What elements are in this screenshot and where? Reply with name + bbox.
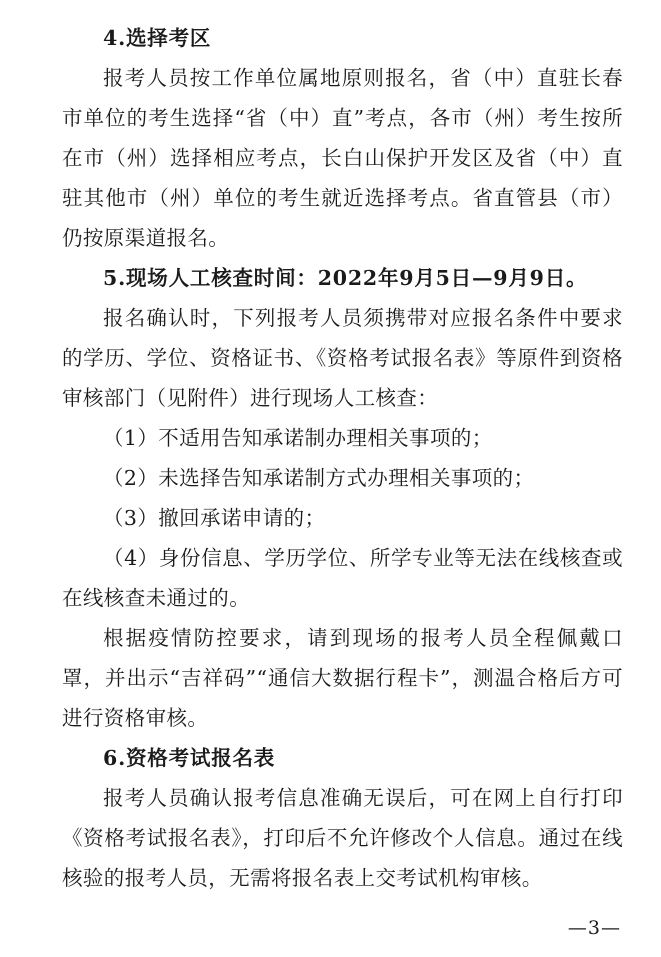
- section-heading-4: 4.选择考区: [103, 26, 212, 50]
- list-item-1: （1）不适用告知承诺制办理相关事项的；: [103, 426, 493, 450]
- paragraph-manual-check: 报名确认时，下列报考人员须携带对应报名条件中要求的学历、学位、资格证书、《资格考试报名表》等原件到资格审核部门（见附件）进行现场人工核查：: [62, 306, 623, 410]
- page-number: —3—: [567, 917, 621, 939]
- document-body: [62, 18, 623, 898]
- paragraph-epidemic-control: 根据疫情防控要求，请到现场的报考人员全程佩戴口罩，并出示“吉祥码”“通信大数据行程卡”，测温合格后方可进行资格审核。: [62, 626, 623, 730]
- list-item-4: （4）身份信息、学历学位、所学专业等无法在线核查或在线核查未通过的。: [62, 546, 623, 610]
- paragraph-registration-form: 报考人员确认报考信息准确无误后，可在网上自行打印《资格考试报名表》，打印后不允许修改个人信息。通过在线核验的报考人员，无需将报名表上交考试机构审核。: [62, 786, 623, 890]
- paragraph-exam-district: 报考人员按工作单位属地原则报名，省（中）直驻长春市单位的考生选择“省（中）直”考点，各市（州）考生按所在市（州）选择相应考点，长白山保护开发区及省（中）直驻其他市（州）单位的考生就近选择考点。省直管县（市）仍按原渠道报名。: [62, 66, 623, 250]
- section-heading-5: 5.现场人工核查时间：2022年9月5日—9月9日。: [103, 266, 588, 290]
- section-heading-6: 6.资格考试报名表: [103, 746, 276, 770]
- list-item-3: （3）撤回承诺申请的；: [103, 506, 326, 530]
- list-item-2: （2）未选择告知承诺制方式办理相关事项的；: [103, 466, 535, 490]
